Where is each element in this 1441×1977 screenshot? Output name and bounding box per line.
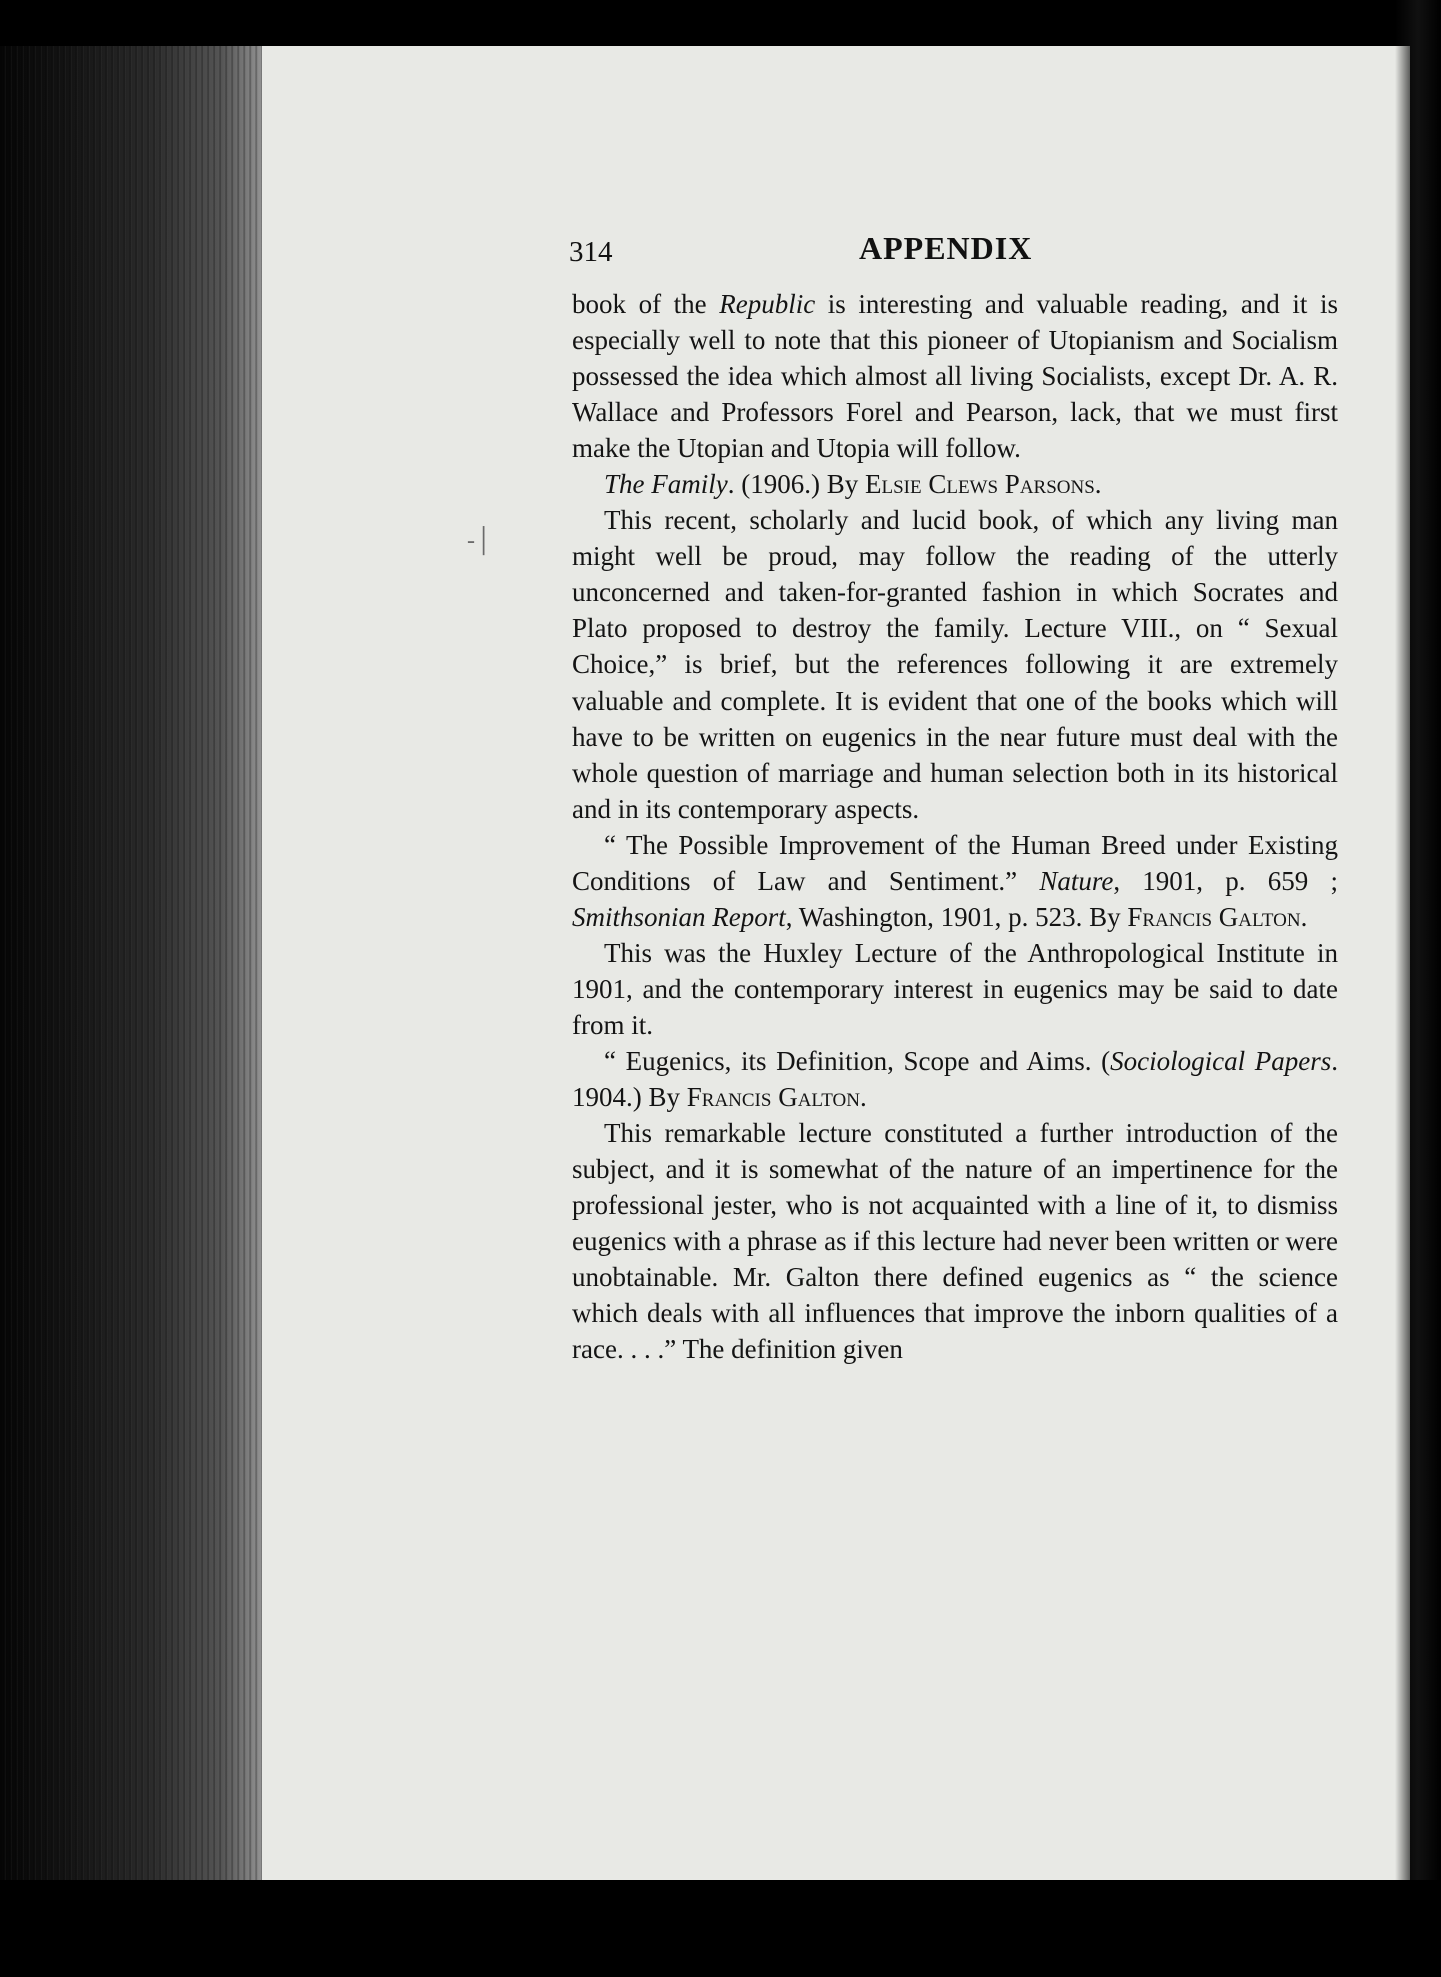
paragraph-eugenics-commentary <box>572 1115 1338 1367</box>
text-run: This recent, scholarly and lucid book, of which any living man might well be proud, may follow the reading of the utterly unconcerned and taken-for-granted fashion in which Socrates and Plato proposed to destroy the family. Lecture VIII., on “ Sexual Choice,” is brief, but the references following it are extremely valuable and complete. It is evident that one of the books which will have to be written on eugenics in the near future must deal with the whole question of marriage and human selection both in its historical and in its contemporary aspects. <box>572 505 1338 824</box>
scan-top-border <box>0 0 1441 46</box>
body-text <box>572 286 1338 1367</box>
paragraph-family-commentary <box>572 502 1338 826</box>
text-run: This remarkable lecture constituted a further introduction of the subject, and it is somewhat of the nature of an impertinence for the professional jester, who is not acquainted with a line of it, to dismiss eugenics with a phrase as if this lecture had never been written or were unobtainable. Mr. Galton there defined eugenics as “ the science which deals with all influences that improve the inborn qualities of a race. . . .” The definition given <box>572 1118 1338 1365</box>
scan-right-border <box>1395 0 1441 1977</box>
italic-title: Sociological Papers <box>1110 1045 1332 1076</box>
text-run: , 1901, p. 659 ; <box>1113 865 1338 896</box>
text-run: . <box>1300 901 1308 932</box>
paragraph-continuation <box>572 286 1338 466</box>
running-head <box>569 230 1339 274</box>
page-number: 314 <box>569 236 613 268</box>
text-run: This was the Huxley Lecture of the Anthropological Institute in 1901, and the contemporary interest in eugenics may be said to date from it. <box>572 937 1338 1040</box>
bibliography-entry-the-family <box>572 466 1338 502</box>
text-run: is interesting and valuable reading, and it is especially well to note that this pioneer of Utopianism and Socialism possessed the idea which almost all living Socialists, except Dr. A. R. Wallace and Professors Forel and Pearson, lack, that we must first make the Utopian and Utopia will follow. <box>572 289 1338 464</box>
text-run: , Washington, 1901, p. 523. By <box>785 901 1128 932</box>
book-spine-edge <box>0 0 278 1977</box>
text-run: “ The Possible Improvement of the Human Breed under Existing Conditions of Law and Sentiment.” <box>572 829 1338 896</box>
running-title: APPENDIX <box>859 230 1033 266</box>
text-run: . (1906.) By <box>727 469 865 500</box>
italic-title: Smithsonian Report <box>572 901 786 932</box>
author-name: Elsie Clews Parsons <box>864 469 1095 500</box>
text-run: . <box>1094 469 1102 500</box>
italic-title: Nature <box>1039 865 1114 896</box>
author-name: Francis Galton <box>1127 901 1301 932</box>
margin-mark: -│ <box>467 528 492 554</box>
text-run: . 1904.) By <box>572 1045 1339 1113</box>
text-run: “ Eugenics, its Definition, Scope and Aims. ( <box>604 1045 1111 1076</box>
italic-title: The Family <box>604 469 728 500</box>
paragraph-huxley-lecture <box>572 935 1338 1043</box>
bibliography-entry-human-breed <box>572 827 1338 935</box>
text-run: . <box>860 1082 867 1113</box>
text-run: book of the <box>572 289 720 319</box>
scan-bottom-border <box>0 1880 1441 1977</box>
italic-title: Republic <box>719 289 816 319</box>
author-name: Francis Galton <box>686 1082 860 1113</box>
bibliography-entry-eugenics <box>572 1043 1338 1115</box>
